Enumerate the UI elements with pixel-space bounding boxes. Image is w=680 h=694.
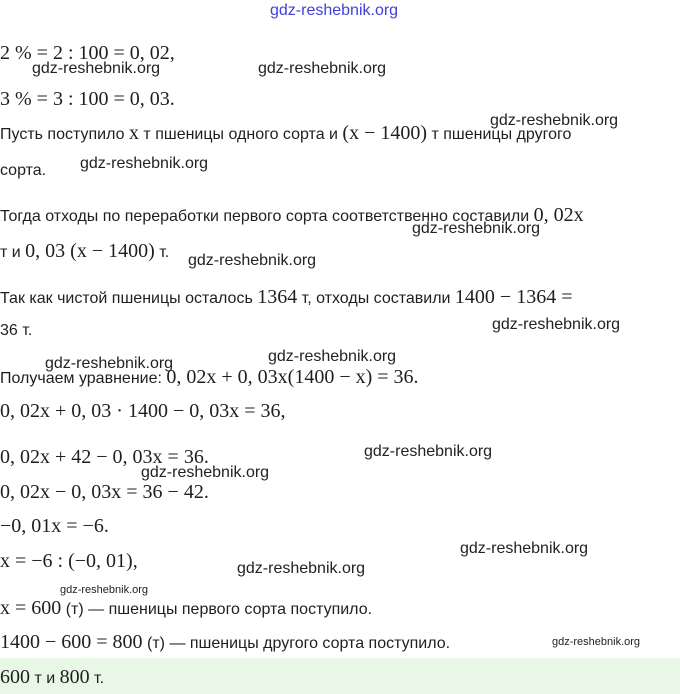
answer-line <box>0 666 104 690</box>
text-line <box>0 631 450 655</box>
text-line <box>0 240 169 264</box>
watermark: gdz-reshebnik.org <box>45 355 174 372</box>
math-expr: 0, 02x + 0, 03x(1400 − x) = 36. <box>166 366 419 388</box>
text-line: 36 т. <box>0 322 33 339</box>
text: т и <box>0 244 26 261</box>
equation-line: 3 % = 3 : 100 = 0, 03. <box>0 88 175 110</box>
watermark: gdz-reshebnik.org <box>141 464 270 481</box>
math-expr: x = 600 <box>0 597 62 619</box>
watermark: gdz-reshebnik.org <box>258 60 387 77</box>
watermark-small: gdz-reshebnik.org <box>60 584 149 596</box>
equation-line: 0, 02x + 42 − 0, 03x = 36. <box>0 446 209 468</box>
watermark-top: gdz-reshebnik.org <box>270 2 399 19</box>
math-expr: (x − 1400) <box>342 122 428 144</box>
watermark: gdz-reshebnik.org <box>412 220 541 237</box>
text: Тогда отходы по переработки первого сорта соответственно составили <box>0 208 534 225</box>
watermark: gdz-reshebnik.org <box>188 252 317 269</box>
text: Получаем уравнение: <box>0 370 167 387</box>
math-expr: 0, 02x <box>533 204 584 226</box>
equation-line: x = −6 : (−0, 01), <box>0 550 138 572</box>
watermark: gdz-reshebnik.org <box>490 112 619 129</box>
math-expr: 0, 03 (x − 1400) <box>25 240 155 262</box>
text: (т) — пшеницы другого сорта поступило. <box>142 635 451 652</box>
watermark-small: gdz-reshebnik.org <box>552 636 641 648</box>
math-expr: 1400 − 1364 = <box>454 286 573 308</box>
text: т пшеницы одного сорта и <box>138 126 343 143</box>
watermark: gdz-reshebnik.org <box>492 316 621 333</box>
text: т пшеницы другого <box>427 126 572 143</box>
text-line <box>0 597 372 621</box>
equation-line: 0, 02x + 0, 03 · 1400 − 0, 03x = 36, <box>0 400 286 422</box>
text: т и <box>30 670 60 687</box>
math-expr: 1400 − 600 = 800 <box>0 631 143 653</box>
watermark: gdz-reshebnik.org <box>80 155 209 172</box>
math-expr: 600 <box>0 666 30 688</box>
text: т. <box>89 670 105 687</box>
text-line <box>0 286 572 310</box>
watermark: gdz-reshebnik.org <box>32 60 161 77</box>
text: (т) — пшеницы первого сорта поступило. <box>61 601 373 618</box>
math-expr: x <box>128 122 139 144</box>
watermark: gdz-reshebnik.org <box>237 560 366 577</box>
equation-line: 2 % = 2 : 100 = 0, 02, <box>0 42 175 64</box>
math-expr: 1364 <box>257 286 298 308</box>
text: Так как чистой пшеницы осталось <box>0 290 258 307</box>
text: т, отходы составили <box>297 290 455 307</box>
equation-line: 0, 02x − 0, 03x = 36 − 42. <box>0 481 209 503</box>
text-line <box>0 366 419 390</box>
watermark: gdz-reshebnik.org <box>364 443 493 460</box>
text: т. <box>154 244 170 261</box>
text-line: сорта. <box>0 162 47 179</box>
equation-line: −0, 01x = −6. <box>0 515 109 537</box>
text: Пусть поступило <box>0 126 129 143</box>
text-line <box>0 204 584 228</box>
math-expr: 800 <box>59 666 90 688</box>
watermark: gdz-reshebnik.org <box>268 348 397 365</box>
text-line <box>0 122 571 146</box>
watermark: gdz-reshebnik.org <box>460 540 589 557</box>
